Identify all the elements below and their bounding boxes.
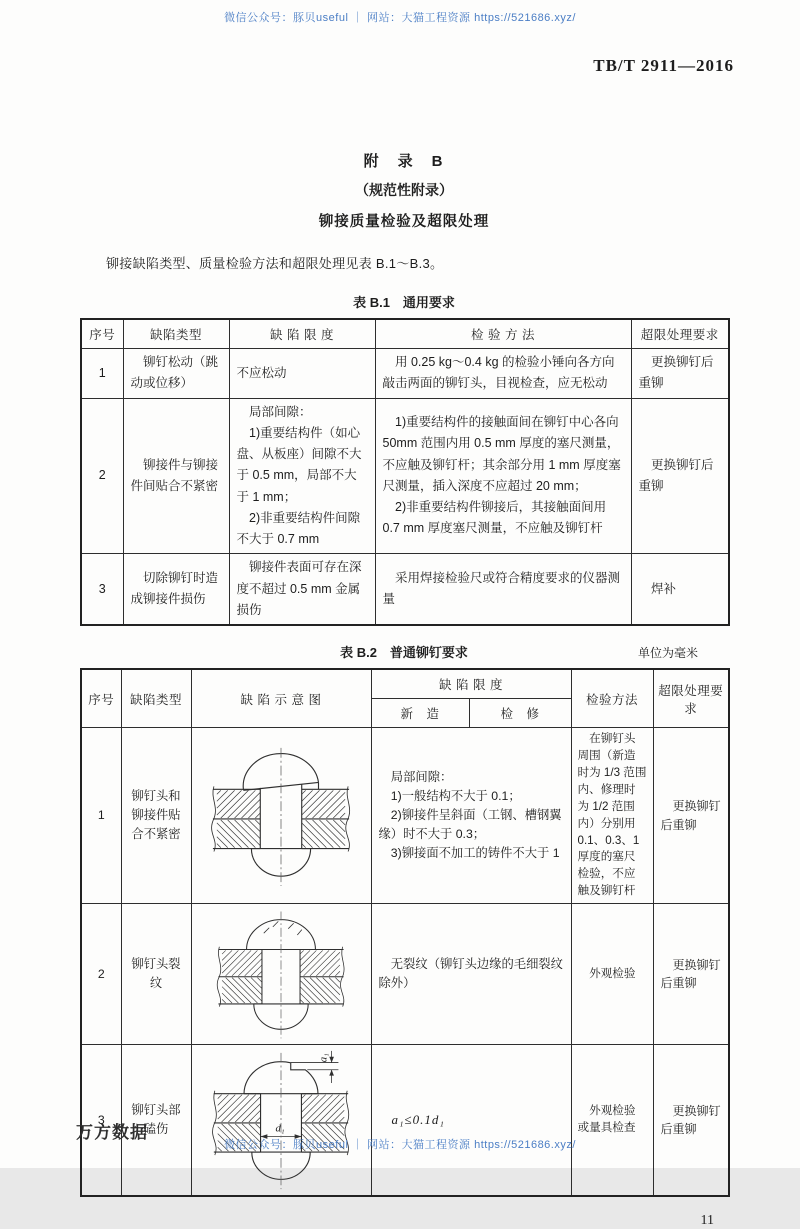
col-limit-new: 新 造 — [371, 699, 469, 728]
page-content — [80, 150, 728, 1229]
table-b2 — [80, 668, 730, 1197]
col-no: 序号 — [81, 669, 121, 728]
cell-treatment: 更换铆钉后重铆 — [653, 904, 729, 1045]
cell-defect-diagram — [191, 1045, 371, 1197]
cell-no: 1 — [81, 349, 123, 399]
watermark-top: 微信公众号：豚贝useful ｜ 网站：大猫工程资源 https://521686.xyz/ — [224, 12, 576, 24]
cell-defect-limit: 局部间隙： 1)重要结构件（如心盘、从板座）间隙不大于 0.5 mm，局部不大于 1 mm； 2)非重要结构件间隙不大于 0.7 mm — [229, 398, 375, 554]
page-number: 11 — [700, 1213, 714, 1229]
appendix-heading: 铆接质量检验及超限处理 — [318, 214, 490, 230]
cell-defect-diagram — [191, 728, 371, 904]
table-row — [81, 398, 729, 554]
appendix-title: 附 录 B — [363, 153, 445, 170]
cell-defect-limit: 不应松动 — [229, 349, 375, 399]
cell-treatment: 更换铆钉后重铆 — [631, 398, 729, 554]
cell-defect-type: 铆钉头和铆接件贴合不紧密 — [121, 728, 191, 904]
table-row — [81, 349, 729, 399]
col-defect-diagram: 缺 陷 示 意 图 — [191, 669, 371, 728]
svg-text:a₁: a₁ — [317, 1053, 330, 1063]
cell-inspection-method: 1)重要结构件的接触面间在铆钉中心各向 50mm 范围内用 0.5 mm 厚度的塞尺测量，不应触及铆钉杆；其余部分用 1 mm 厚度塞尺测量，插入深度不应超过 20 mm； 2)非重要结构件铆接后，其接触面间用 0.7 mm 厚度塞尺测量，不应触及铆钉杆 — [375, 398, 631, 554]
cell-inspection-method: 外观检验或量具检查 — [571, 1045, 653, 1197]
cell-inspection-method: 采用焊接检验尺或符合精度要求的仪器测量 — [375, 554, 631, 625]
col-defect-limit: 缺 陷 限 度 — [229, 319, 375, 349]
wanfang-brand: 万方数据 — [76, 1123, 148, 1142]
col-inspection-method: 检验方法 — [571, 669, 653, 728]
col-inspection-method: 检 验 方 法 — [375, 319, 631, 349]
cell-treatment: 更换铆钉后重铆 — [653, 728, 729, 904]
cell-treatment: 焊补 — [631, 554, 729, 625]
intro-paragraph: 铆接缺陷类型、质量检验方法和超限处理见表 B.1～B.3。 — [106, 256, 444, 271]
appendix-subtitle: （规范性附录） — [355, 182, 453, 198]
cell-no: 2 — [81, 398, 123, 554]
table-b1-caption: 表 B.1 通用要求 — [353, 295, 455, 310]
cell-defect-limit: a₁≤0.1d₁ — [371, 1045, 571, 1197]
col-defect-type: 缺陷类型 — [123, 319, 229, 349]
table-b2-header-row — [81, 669, 729, 699]
table-b1-header-row — [81, 319, 729, 349]
cell-inspection-method: 外观检验 — [571, 904, 653, 1045]
col-defect-limit-group: 缺 陷 限 度 — [371, 669, 571, 699]
cell-defect-type: 切除铆钉时造成铆接件损伤 — [123, 554, 229, 625]
col-limit-repair: 检 修 — [469, 699, 571, 728]
table-b2-caption-text: 表 B.2 普通铆钉要求 — [340, 645, 468, 660]
cell-no: 2 — [81, 904, 121, 1045]
col-treatment: 超限处理要求 — [653, 669, 729, 728]
cell-treatment: 更换铆钉后重铆 — [631, 349, 729, 399]
doc-number: TB/T 2911—2016 — [593, 56, 734, 75]
table-row — [81, 554, 729, 625]
rivet-diagram-cracked-head — [196, 906, 366, 1042]
cell-no: 1 — [81, 728, 121, 904]
units-note: 单位为毫米 — [637, 646, 698, 660]
cell-defect-limit: 局部间隙： 1)一般结构不大于 0.1； 2)铆接件呈斜面（工钢、槽钢翼缘）时不大于 0.3； 3)铆接面不加工的铸件不大于 1 — [371, 728, 571, 904]
cell-inspection-method: 在铆钉头周围（新造时为 1/3 范围内、修理时为 1/2 范围内）分别用 0.1、0.3、1 厚度的塞尺检验，不应触及铆钉杆 — [571, 728, 653, 904]
rivet-diagram-tilted-head — [196, 742, 366, 890]
table-b1 — [80, 318, 730, 626]
cell-defect-type: 铆钉松动（跳动或位移） — [123, 349, 229, 399]
cell-no: 3 — [81, 554, 123, 625]
watermark-bottom: 微信公众号：豚贝useful ｜ 网站：大猫工程资源 https://521686.xyz/ — [224, 1139, 576, 1151]
table-row — [81, 728, 729, 904]
rivet-diagram-notched-head — [196, 1047, 366, 1193]
col-defect-type: 缺陷类型 — [121, 669, 191, 728]
cell-defect-type: 铆钉头部磕伤 — [121, 1045, 191, 1197]
cell-defect-diagram — [191, 904, 371, 1045]
table-row — [81, 1045, 729, 1197]
cell-inspection-method: 用 0.25 kg～0.4 kg 的检验小锤向各方向敲击两面的铆钉头，目视检查，应无松动 — [375, 349, 631, 399]
svg-text:d₁: d₁ — [275, 1122, 285, 1135]
cell-defect-type: 铆接件与铆接件间贴合不紧密 — [123, 398, 229, 554]
cell-defect-type: 铆钉头裂纹 — [121, 904, 191, 1045]
col-treatment: 超限处理要求 — [631, 319, 729, 349]
cell-treatment: 更换铆钉后重铆 — [653, 1045, 729, 1197]
col-no: 序号 — [81, 319, 123, 349]
cell-defect-limit: 铆接件表面可存在深度不超过 0.5 mm 金属损伤 — [229, 554, 375, 625]
cell-defect-limit: 无裂纹（铆钉头边缘的毛细裂纹除外） — [371, 904, 571, 1045]
cell-no: 3 — [81, 1045, 121, 1197]
table-b2-caption — [80, 642, 728, 661]
table-row — [81, 904, 729, 1045]
